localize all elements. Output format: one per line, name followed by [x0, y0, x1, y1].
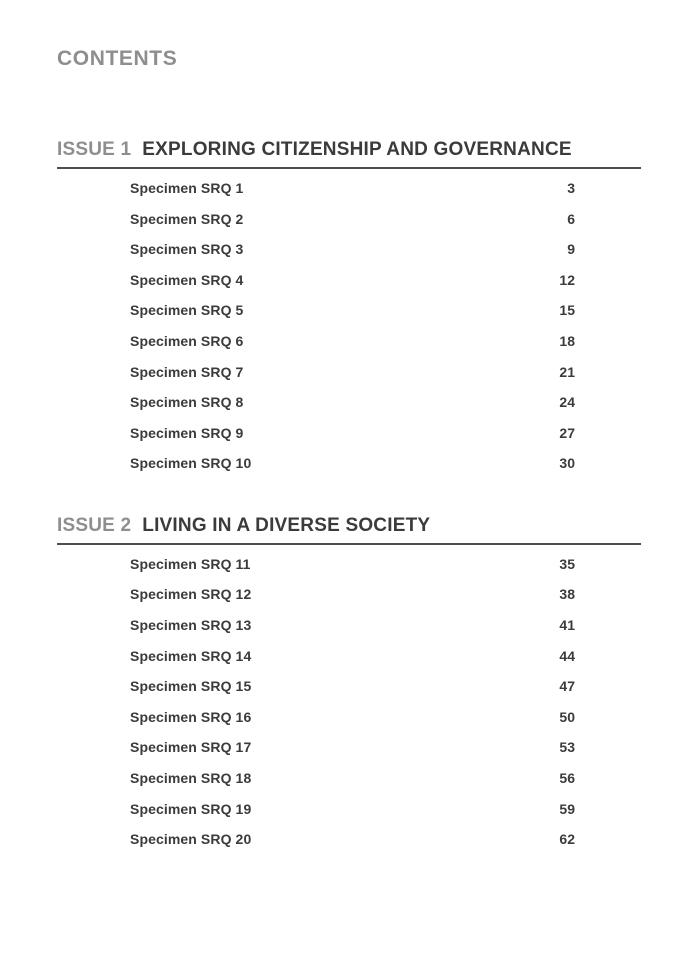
toc-entry-label: Specimen SRQ 7: [130, 363, 244, 380]
section-heading: [57, 139, 641, 169]
toc-entry-page-number: 62: [559, 831, 575, 848]
section-heading: [57, 515, 641, 545]
toc-entry-page-number: 50: [559, 708, 575, 725]
toc-entry: [130, 203, 575, 234]
toc-entry-label: Specimen SRQ 9: [130, 424, 244, 441]
toc-entry: [130, 326, 575, 357]
toc-section: [57, 515, 641, 855]
toc-entry-label: Specimen SRQ 14: [130, 647, 252, 664]
toc-entry-page-number: 59: [559, 800, 575, 817]
toc-entry: [130, 732, 575, 763]
toc-entry-label: Specimen SRQ 11: [130, 555, 251, 572]
toc-entry: [130, 418, 575, 449]
toc-entry-label: Specimen SRQ 5: [130, 302, 244, 319]
toc-entry-page-number: 41: [559, 617, 575, 634]
toc-entry-page-number: 53: [559, 739, 575, 756]
toc-entry: [130, 549, 575, 580]
toc-entry-label: Specimen SRQ 12: [130, 586, 252, 603]
toc-entry-label: Specimen SRQ 20: [130, 831, 252, 848]
toc-entry-label: Specimen SRQ 8: [130, 394, 244, 411]
toc-entry-label: Specimen SRQ 19: [130, 800, 252, 817]
toc-entry-label: Specimen SRQ 2: [130, 210, 244, 227]
toc-entry-page-number: 9: [567, 241, 575, 258]
toc-entry: [130, 824, 575, 855]
toc-entry: [130, 387, 575, 418]
toc-entry: [130, 793, 575, 824]
issue-title: LIVING IN A DIVERSE SOCIETY: [142, 514, 431, 536]
toc-entry-label: Specimen SRQ 10: [130, 455, 252, 472]
toc-entry-page-number: 38: [559, 586, 575, 603]
toc-entry-label: Specimen SRQ 17: [130, 739, 252, 756]
toc-entry-page-number: 47: [559, 678, 575, 695]
toc-entry-label: Specimen SRQ 4: [130, 271, 244, 288]
toc-entry: [130, 173, 575, 204]
toc-entries: [130, 173, 575, 479]
toc-entry: [130, 234, 575, 265]
toc-sections: [57, 139, 641, 854]
toc-entry-label: Specimen SRQ 6: [130, 333, 244, 350]
toc-entry-page-number: 18: [559, 333, 575, 350]
toc-entry: [130, 356, 575, 387]
toc-entry-page-number: 6: [567, 210, 575, 227]
toc-entry-label: Specimen SRQ 3: [130, 241, 244, 258]
issue-title: EXPLORING CITIZENSHIP AND GOVERNANCE: [142, 139, 572, 160]
toc-entry-page-number: 44: [559, 647, 575, 664]
toc-entry: [130, 610, 575, 641]
toc-entry: [130, 702, 575, 733]
issue-label: ISSUE 1: [57, 139, 132, 160]
toc-entry-page-number: 3: [567, 180, 575, 197]
toc-entry-page-number: 15: [559, 302, 575, 319]
toc-entry-page-number: 27: [559, 424, 575, 441]
page-title: CONTENTS: [57, 47, 178, 70]
toc-section: [57, 139, 641, 479]
toc-entry-page-number: 35: [559, 555, 575, 572]
toc-entry: [130, 295, 575, 326]
toc-entry-label: Specimen SRQ 16: [130, 708, 252, 725]
toc-entries: [130, 549, 575, 855]
toc-entry: [130, 448, 575, 479]
toc-entry: [130, 579, 575, 610]
toc-entry: [130, 763, 575, 794]
toc-entry-label: Specimen SRQ 1: [130, 180, 244, 197]
toc-entry-page-number: 56: [559, 769, 575, 786]
issue-label: ISSUE 2: [57, 514, 132, 536]
toc-entry-page-number: 30: [559, 455, 575, 472]
toc-entry: [130, 265, 575, 296]
toc-entry: [130, 640, 575, 671]
toc-entry: [130, 671, 575, 702]
toc-entry-label: Specimen SRQ 18: [130, 769, 252, 786]
toc-entry-label: Specimen SRQ 15: [130, 678, 252, 695]
toc-entry-label: Specimen SRQ 13: [130, 617, 252, 634]
toc-entry-page-number: 12: [559, 271, 575, 288]
toc-entry-page-number: 24: [559, 394, 575, 411]
toc-entry-page-number: 21: [559, 363, 575, 380]
